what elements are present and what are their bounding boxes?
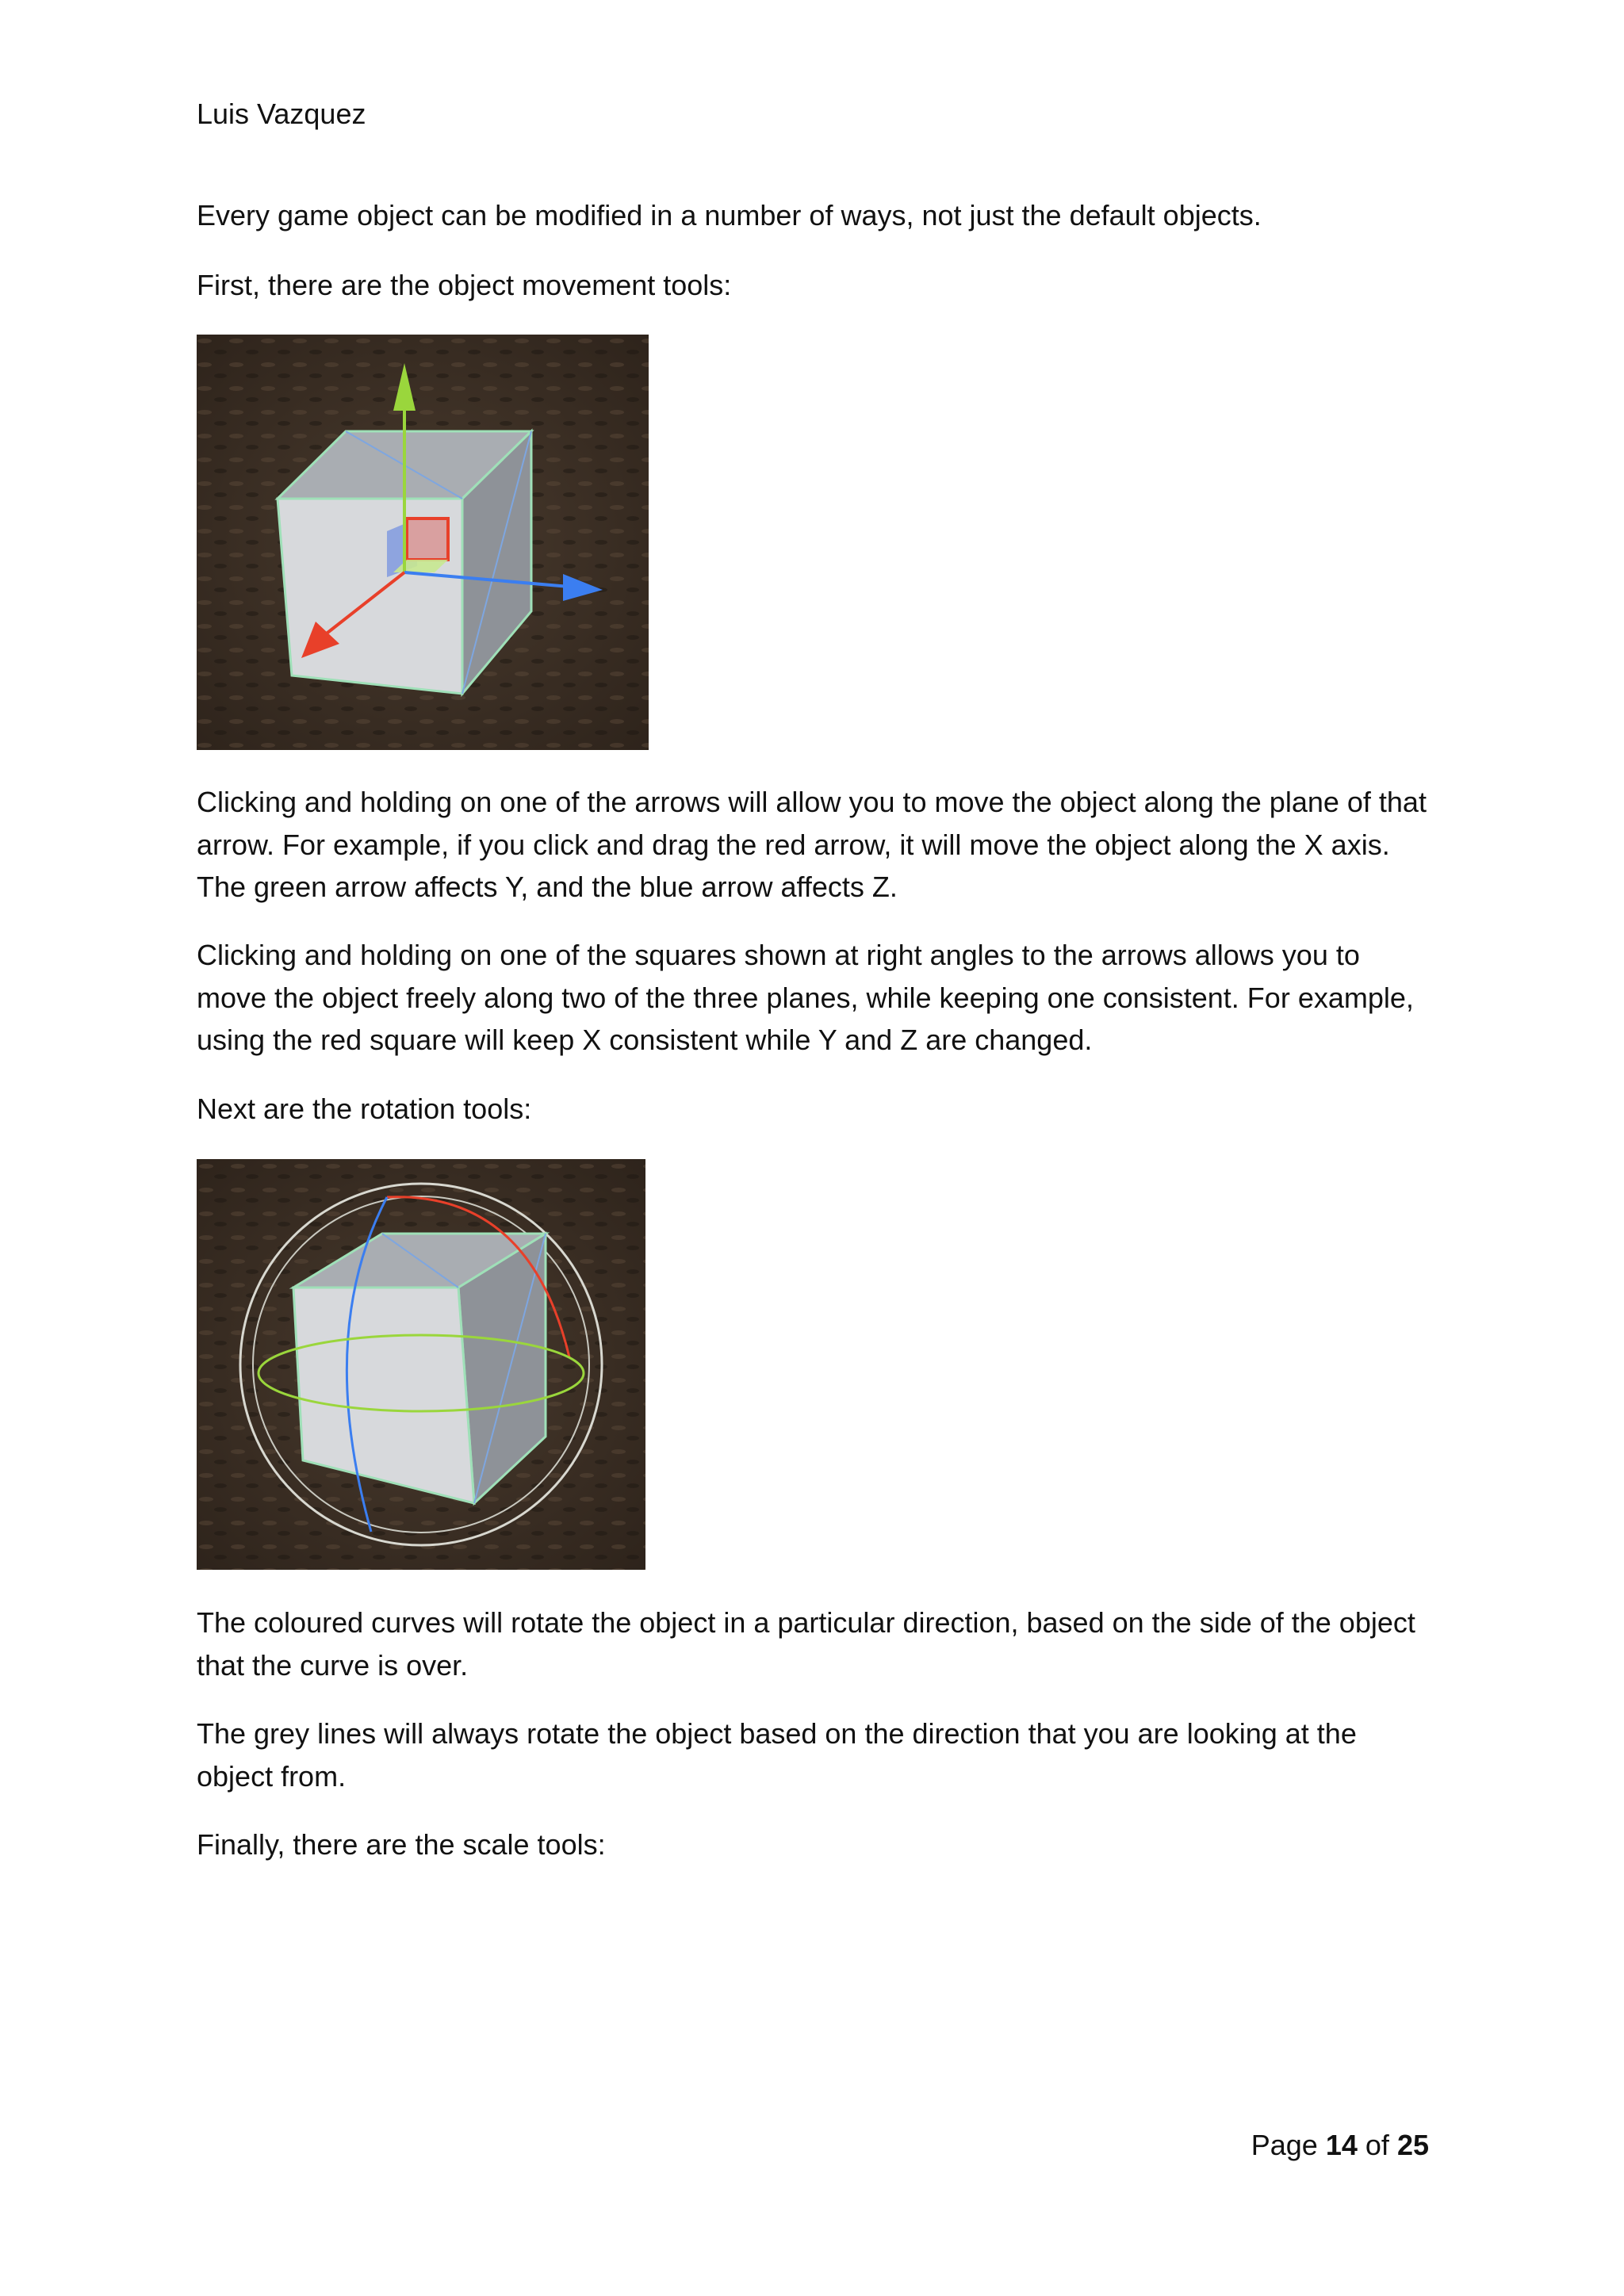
rotate-gizmo-icon — [197, 1159, 645, 1570]
rotation-paragraph-2: The grey lines will always rotate the object based on the direction that you are looking at the object from. — [197, 1717, 1357, 1793]
rotation-paragraph-1: The coloured curves will rotate the object in a particular direction, based on the side of the object that the curve is over. — [197, 1606, 1415, 1682]
footer-total-pages: 25 — [1396, 2129, 1429, 2161]
movement-heading: First, there are the object movement tools: — [197, 269, 732, 301]
move-gizmo-icon — [197, 335, 649, 750]
footer-current-page: 14 — [1325, 2129, 1358, 2161]
move-gizmo-figure — [197, 335, 649, 750]
footer-page-word: Page — [1251, 2129, 1318, 2161]
footer-of-word: of — [1365, 2129, 1389, 2161]
intro-paragraph: Every game object can be modified in a number of ways, not just the default objects. — [197, 199, 1262, 232]
page-footer — [1251, 2125, 1429, 2166]
page-header-author: Luis Vazquez — [197, 98, 366, 130]
movement-paragraph-1: Clicking and holding on one of the arrows will allow you to move the object along the plane of that arrow. For example, if you click and drag the red arrow, it will move the object along the X axis. The green arrow affects Y, and the blue arrow affects Z. — [197, 786, 1427, 903]
rotate-gizmo-figure — [197, 1159, 645, 1570]
rotation-heading: Next are the rotation tools: — [197, 1093, 532, 1125]
scale-heading: Finally, there are the scale tools: — [197, 1828, 606, 1861]
movement-paragraph-2: Clicking and holding on one of the squares shown at right angles to the arrows allows you to move the object freely along two of the three planes, while keeping one consistent. For example, using the red square will keep X consistent while Y and Z are changed. — [197, 939, 1414, 1056]
